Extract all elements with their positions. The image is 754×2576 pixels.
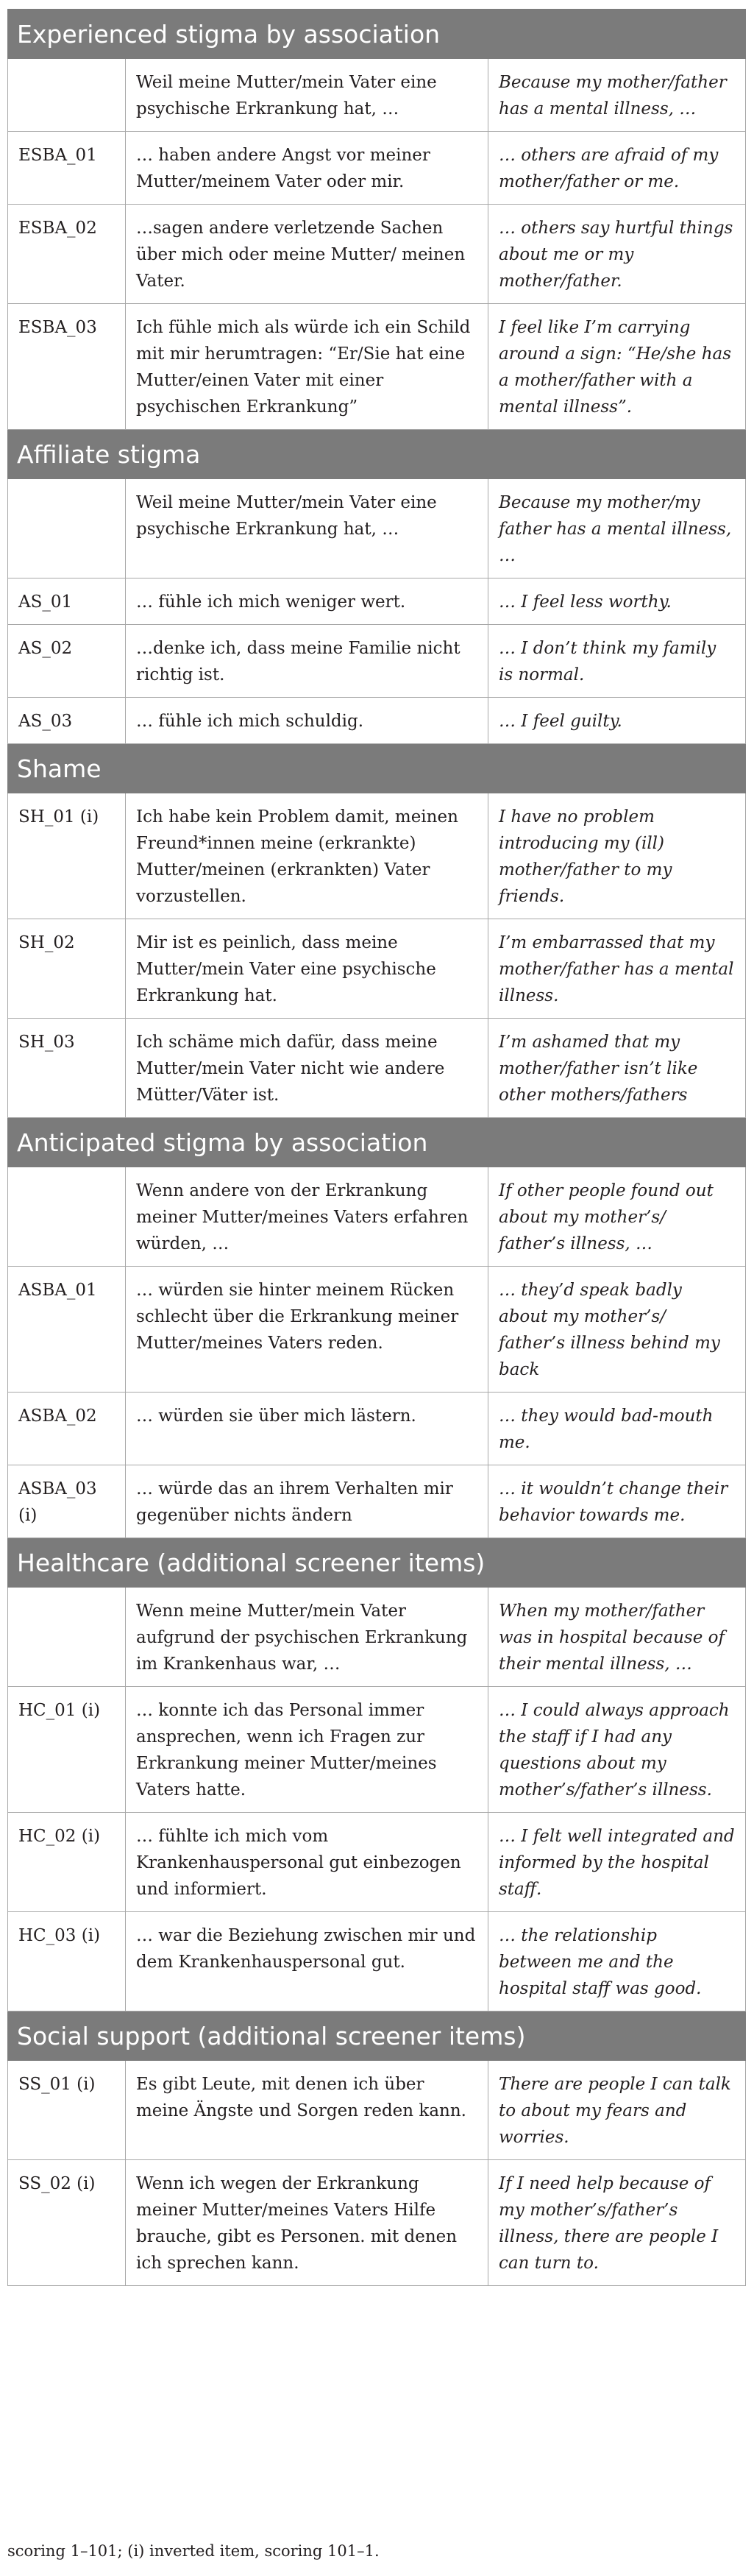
german-text-cell: … würden sie über mich lästern. [126, 1393, 488, 1465]
german-text-cell: … würden sie hinter meinem Rücken schlecht über die Erkrankung meiner Mutter/meines Vaters reden. [126, 1267, 488, 1393]
item-id-cell [8, 59, 126, 132]
english-text-cell: I feel like I’m carrying around a sign: “He/she has a mother/father with a mental illness”. [488, 304, 746, 430]
english-text-cell: … they would bad-mouth me. [488, 1393, 746, 1465]
item-id-cell: AS_03 [8, 698, 126, 744]
table-row [8, 1912, 746, 2011]
table-row [8, 1813, 746, 1912]
table-row [8, 2061, 746, 2160]
english-text-cell: … I felt well integrated and informed by the hospital staff. [488, 1813, 746, 1912]
section-title: Social support (additional screener items) [8, 2011, 746, 2061]
table-row [8, 625, 746, 698]
section-title: Anticipated stigma by association [8, 1118, 746, 1167]
table-row [8, 205, 746, 304]
german-text-cell: Ich schäme mich dafür, dass meine Mutter/mein Vater nicht wie andere Mütter/Väter ist. [126, 1019, 488, 1118]
item-id-cell [8, 1167, 126, 1267]
german-text-cell: …sagen andere verletzende Sachen über mich oder meine Mutter/ meinen Vater. [126, 205, 488, 304]
section-title: Affiliate stigma [8, 430, 746, 479]
english-text-cell: I have no problem introducing my (ill) mother/father to my friends. [488, 793, 746, 919]
german-text-cell: … konnte ich das Personal immer ansprechen, wenn ich Fragen zur Erkrankung meiner Mutter/meines Vaters hatte. [126, 1687, 488, 1813]
section-header-row [8, 1538, 746, 1588]
table-row [8, 793, 746, 919]
section-header-row [8, 2011, 746, 2061]
table-row [8, 2160, 746, 2286]
english-text-cell: Because my mother/my father has a mental illness, … [488, 479, 746, 578]
german-text-cell: Weil meine Mutter/mein Vater eine psychische Erkrankung hat, … [126, 59, 488, 132]
german-text-cell: … fühlte ich mich vom Krankenhauspersonal gut einbezogen und informiert. [126, 1813, 488, 1912]
english-text-cell: … I feel guilty. [488, 698, 746, 744]
english-text-cell: … it wouldn’t change their behavior towards me. [488, 1465, 746, 1538]
table-row [8, 479, 746, 578]
item-id-cell: SS_02 (i) [8, 2160, 126, 2286]
item-id-cell: AS_02 [8, 625, 126, 698]
german-text-cell: Mir ist es peinlich, dass meine Mutter/mein Vater eine psychische Erkrankung hat. [126, 919, 488, 1019]
german-text-cell: … würde das an ihrem Verhalten mir gegenüber nichts ändern [126, 1465, 488, 1538]
german-text-cell: Wenn ich wegen der Erkrankung meiner Mutter/meines Vaters Hilfe brauche, gibt es Personen. mit denen ich sprechen kann. [126, 2160, 488, 2286]
english-text-cell: … they’d speak badly about my mother’s/ father’s illness behind my back [488, 1267, 746, 1393]
table-row [8, 304, 746, 430]
english-text-cell: I’m ashamed that my mother/father isn’t like other mothers/fathers [488, 1019, 746, 1118]
table-row [8, 132, 746, 205]
item-id-cell [8, 1588, 126, 1687]
table-row [8, 1019, 746, 1118]
section-title: Experienced stigma by association [8, 10, 746, 59]
item-id-cell: SH_03 [8, 1019, 126, 1118]
item-id-cell: HC_02 (i) [8, 1813, 126, 1912]
german-text-cell: Weil meine Mutter/mein Vater eine psychische Erkrankung hat, … [126, 479, 488, 578]
questionnaire-table [7, 9, 746, 2286]
english-text-cell: When my mother/father was in hospital because of their mental illness, … [488, 1588, 746, 1687]
german-text-cell: …denke ich, dass meine Familie nicht richtig ist. [126, 625, 488, 698]
table-body [8, 10, 746, 2286]
english-text-cell: There are people I can talk to about my fears and worries. [488, 2061, 746, 2160]
item-id-cell: HC_01 (i) [8, 1687, 126, 1813]
english-text-cell: … I could always approach the staff if I had any questions about my mother’s/father’s illness. [488, 1687, 746, 1813]
german-text-cell: … fühle ich mich weniger wert. [126, 578, 488, 625]
german-text-cell: Es gibt Leute, mit denen ich über meine Ängste und Sorgen reden kann. [126, 2061, 488, 2160]
german-text-cell: Ich habe kein Problem damit, meinen Freund*innen meine (erkrankte) Mutter/meinen (erkrankten) Vater vorzustellen. [126, 793, 488, 919]
item-id-cell: SS_01 (i) [8, 2061, 126, 2160]
item-id-cell: ESBA_01 [8, 132, 126, 205]
english-text-cell: … I don’t think my family is normal. [488, 625, 746, 698]
english-text-cell: I’m embarrassed that my mother/father has a mental illness. [488, 919, 746, 1019]
english-text-cell: If I need help because of my mother’s/father’s illness, there are people I can turn to. [488, 2160, 746, 2286]
table-row [8, 1267, 746, 1393]
item-id-cell: ASBA_02 [8, 1393, 126, 1465]
table-row [8, 1167, 746, 1267]
english-text-cell: … I feel less worthy. [488, 578, 746, 625]
section-title: Shame [8, 744, 746, 793]
item-id-cell: ASBA_03 (i) [8, 1465, 126, 1538]
english-text-cell: If other people found out about my mother’s/ father’s illness, … [488, 1167, 746, 1267]
section-title: Healthcare (additional screener items) [8, 1538, 746, 1588]
table-row [8, 1588, 746, 1687]
item-id-cell: SH_02 [8, 919, 126, 1019]
table-footnote: scoring 1–101; (i) inverted item, scoring 101–1. [7, 2542, 380, 2560]
english-text-cell: Because my mother/father has a mental illness, … [488, 59, 746, 132]
german-text-cell: Wenn meine Mutter/mein Vater aufgrund der psychischen Erkrankung im Krankenhaus war, … [126, 1588, 488, 1687]
table-row [8, 1393, 746, 1465]
section-header-row [8, 1118, 746, 1167]
english-text-cell: … others say hurtful things about me or my mother/father. [488, 205, 746, 304]
table-row [8, 59, 746, 132]
section-header-row [8, 10, 746, 59]
item-id-cell: ESBA_02 [8, 205, 126, 304]
german-text-cell: Wenn andere von der Erkrankung meiner Mutter/meines Vaters erfahren würden, … [126, 1167, 488, 1267]
table-row [8, 919, 746, 1019]
german-text-cell: … haben andere Angst vor meiner Mutter/meinem Vater oder mir. [126, 132, 488, 205]
item-id-cell: HC_03 (i) [8, 1912, 126, 2011]
german-text-cell: … fühle ich mich schuldig. [126, 698, 488, 744]
item-id-cell: SH_01 (i) [8, 793, 126, 919]
english-text-cell: … others are afraid of my mother/father or me. [488, 132, 746, 205]
section-header-row [8, 430, 746, 479]
german-text-cell: … war die Beziehung zwischen mir und dem Krankenhauspersonal gut. [126, 1912, 488, 2011]
section-header-row [8, 744, 746, 793]
item-id-cell: ESBA_03 [8, 304, 126, 430]
table-row [8, 1687, 746, 1813]
table-row [8, 578, 746, 625]
english-text-cell: … the relationship between me and the hospital staff was good. [488, 1912, 746, 2011]
item-id-cell [8, 479, 126, 578]
table-row [8, 698, 746, 744]
item-id-cell: AS_01 [8, 578, 126, 625]
table-row [8, 1465, 746, 1538]
item-id-cell: ASBA_01 [8, 1267, 126, 1393]
german-text-cell: Ich fühle mich als würde ich ein Schild mit mir herumtragen: “Er/Sie hat eine Mutter/einen Vater mit einer psychischen Erkrankung” [126, 304, 488, 430]
